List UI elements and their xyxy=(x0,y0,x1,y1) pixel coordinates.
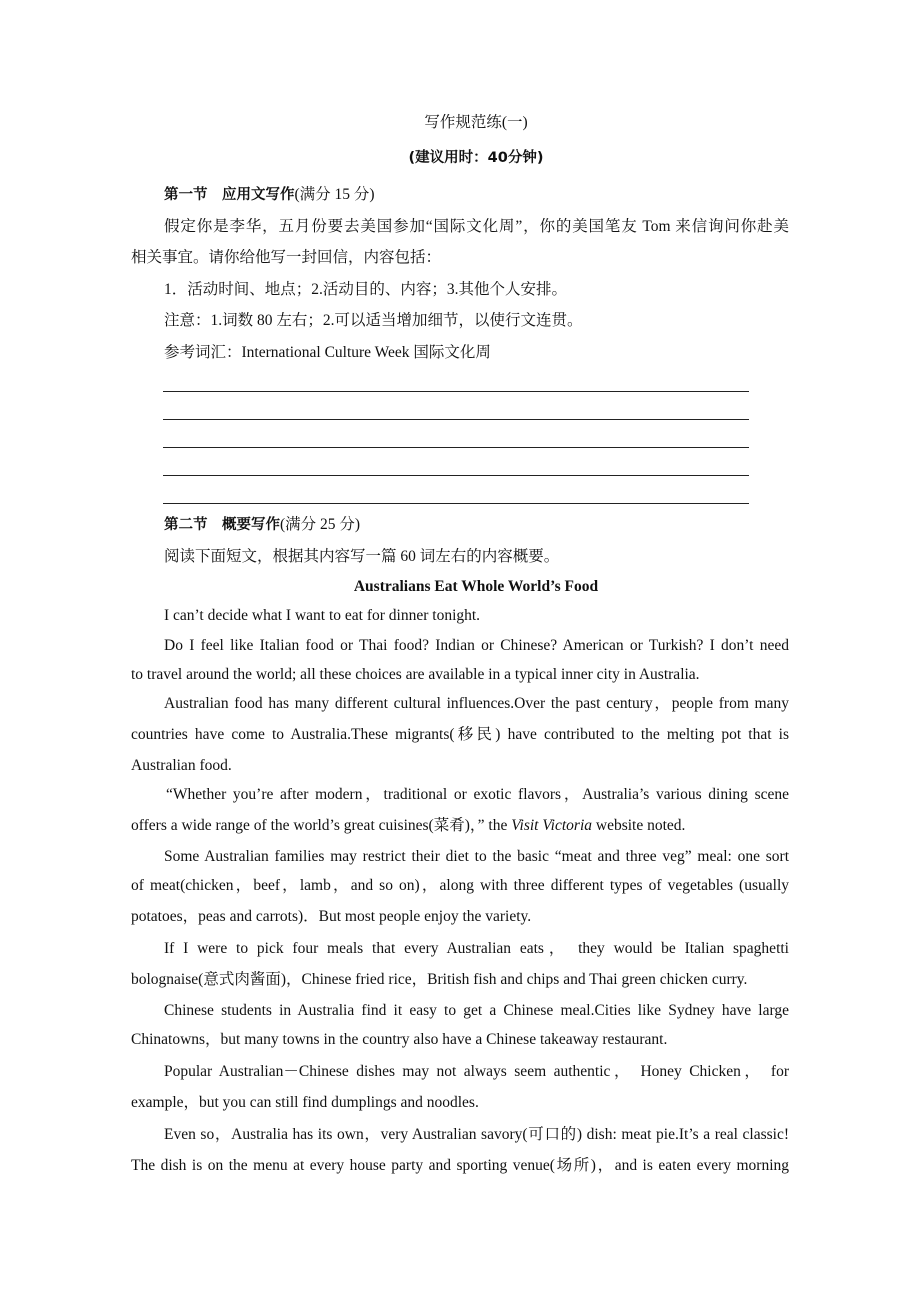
section1-prompt-line1: 假定你是李华，五月份要去美国参加“国际文化周”，你的美国笔友 Tom 来信询问你赴美 xyxy=(164,218,789,235)
article-line: Australian food. xyxy=(131,757,232,774)
section1-points: 1．活动时间、地点；2.活动目的、内容；3.其他个人安排。 xyxy=(164,281,568,298)
article-line: I can’t decide what I want to eat for dinner tonight. xyxy=(164,607,481,624)
article-line: bolognaise(意式肉酱面)，Chinese fried rice，British fish and chips and Thai green chicken curry. xyxy=(131,971,748,988)
article-line: Chinese students in Australia find it easy to get a Chinese meal.Cities like Sydney have large xyxy=(164,1002,789,1019)
article-line-tail: website noted. xyxy=(592,817,686,834)
answer-line[interactable] xyxy=(163,419,749,420)
answer-line[interactable] xyxy=(163,503,749,504)
page-subtitle: (建议用时：40分钟) xyxy=(408,150,544,166)
article-line: countries have come to Australia.These migrants(移民) have contributed to the melting pot that is xyxy=(131,726,789,743)
answer-line[interactable] xyxy=(163,391,749,392)
article-line: example，but you can still find dumplings and noodles. xyxy=(131,1094,479,1111)
page-title: 写作规范练(一) xyxy=(424,114,528,131)
section1-score: (满分 15 分) xyxy=(294,186,375,203)
article-line: Some Australian families may restrict their diet to the basic “meat and three veg” meal: one sort xyxy=(164,848,789,865)
article-line: Even so，Australia has its own，very Australian savory(可口的) dish: meat pie.It’s a real classic! xyxy=(164,1126,789,1143)
article-line: Australian food has many different cultural influences.Over the past century，people from many xyxy=(164,695,789,712)
section1-vocab: 参考词汇：International Culture Week 国际文化周 xyxy=(164,344,491,361)
section2-score: (满分 25 分) xyxy=(280,516,361,533)
article-line-text: offers a wide range of the world’s great cuisines(菜肴)，” the xyxy=(131,817,512,834)
article-line xyxy=(131,816,789,836)
section1-title: 第一节 应用文写作 xyxy=(164,187,295,203)
article-line: If I were to pick four meals that every Australian eats， they would be Italian spaghetti xyxy=(164,940,789,957)
answer-line[interactable] xyxy=(163,447,749,448)
article-line: Do I feel like Italian food or Thai food? Indian or Chinese? American or Turkish? I don’t need xyxy=(164,637,789,654)
section1-note: 注意：1.词数 80 左右；2.可以适当增加细节，以使行文连贯。 xyxy=(164,312,583,329)
article-line: of meat(chicken，beef，lamb，and so on)，along with three different types of vegetables (usually xyxy=(131,877,789,894)
section1-heading xyxy=(164,185,789,205)
article-line: “Whether you’re after modern，traditional or exotic flavors，Australia’s various dining scene xyxy=(166,786,789,803)
answer-line[interactable] xyxy=(163,475,749,476)
source-name: Visit Victoria xyxy=(511,817,592,834)
section2-heading xyxy=(164,515,789,535)
article-line: Popular Australian－Chinese dishes may not always seem authentic， Honey Chicken， for xyxy=(164,1063,789,1080)
section2-title: 第二节 概要写作 xyxy=(164,517,280,533)
article-line: The dish is on the menu at every house party and sporting venue(场所)，and is eaten every morning xyxy=(131,1157,789,1174)
article-line: potatoes，peas and carrots)．But most people enjoy the variety. xyxy=(131,908,532,925)
article-line: to travel around the world; all these choices are available in a typical inner city in Australia. xyxy=(131,666,700,683)
article-line: Chinatowns，but many towns in the country also have a Chinese takeaway restaurant. xyxy=(131,1031,668,1048)
section2-instruction: 阅读下面短文，根据其内容写一篇 60 词左右的内容概要。 xyxy=(164,548,560,565)
article-title: Australians Eat Whole World’s Food xyxy=(353,578,599,595)
section1-prompt-line2: 相关事宜。请你给他写一封回信，内容包括： xyxy=(131,249,442,266)
